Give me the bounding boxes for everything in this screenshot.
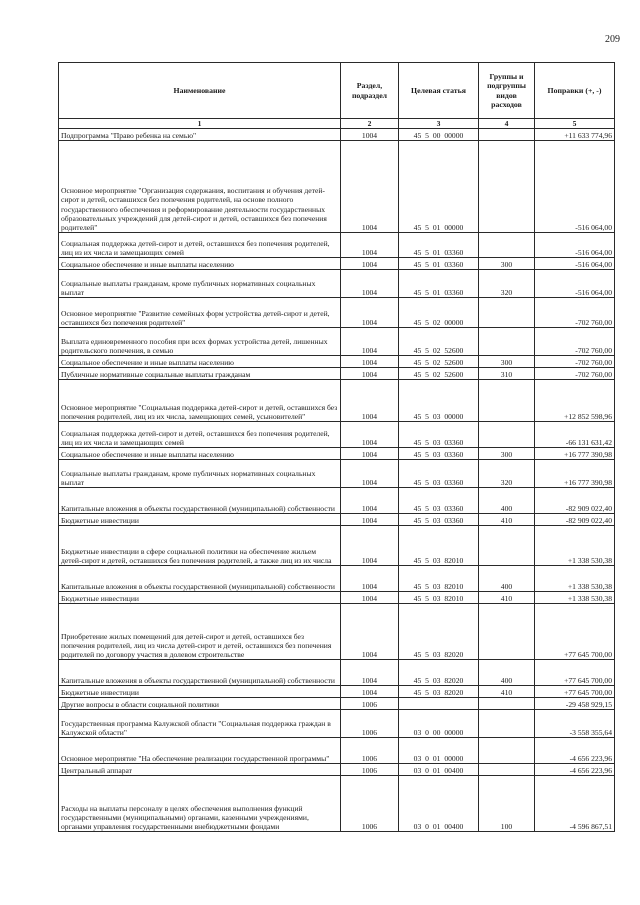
row-name: Капитальные вложения в объекты государственной (муниципальной) собственности [59, 488, 341, 514]
row-amount: +11 633 774,96 [535, 129, 615, 141]
row-group: 400 [479, 488, 535, 514]
row-amount: +1 338 530,38 [535, 526, 615, 566]
row-group: 410 [479, 514, 535, 526]
row-name: Бюджетные инвестиции [59, 514, 341, 526]
row-section: 1004 [341, 422, 399, 448]
row-section: 1004 [341, 328, 399, 356]
row-section: 1004 [341, 592, 399, 604]
table-row [59, 141, 615, 233]
row-target: 45 5 03 00000 [399, 380, 479, 422]
row-target: 45 5 02 00000 [399, 298, 479, 328]
row-section: 1006 [341, 710, 399, 738]
row-target: 45 5 03 82010 [399, 526, 479, 566]
row-group: 300 [479, 448, 535, 460]
row-group [479, 380, 535, 422]
row-target: 45 5 01 03360 [399, 270, 479, 298]
row-name: Основное мероприятие "Организация содержания, воспитания и обучения детей-сирот и детей, оставшихся без попечения родителей, на основе полного государственного обеспечения и реформирование деятельности государственных образовательных учреждений для детей-сирот и детей, оставшихся без попечения родителей" [59, 141, 341, 233]
row-section: 1006 [341, 764, 399, 776]
table-row [59, 738, 615, 764]
table-row [59, 592, 615, 604]
row-amount: -702 760,00 [535, 298, 615, 328]
row-group [479, 129, 535, 141]
table-row [59, 270, 615, 298]
row-target: 45 5 01 03360 [399, 233, 479, 258]
column-number: 5 [535, 119, 615, 129]
row-target: 03 0 00 00000 [399, 710, 479, 738]
row-target: 45 5 03 03360 [399, 488, 479, 514]
budget-amendments-table [58, 62, 615, 832]
row-section: 1004 [341, 604, 399, 660]
table-row [59, 604, 615, 660]
row-section: 1004 [341, 686, 399, 698]
row-group: 410 [479, 592, 535, 604]
table-row [59, 233, 615, 258]
table-row [59, 460, 615, 488]
row-amount: +16 777 390,98 [535, 460, 615, 488]
row-group [479, 298, 535, 328]
table-row [59, 698, 615, 710]
row-group [479, 233, 535, 258]
table-row [59, 380, 615, 422]
row-amount: +77 645 700,00 [535, 604, 615, 660]
row-section: 1004 [341, 270, 399, 298]
row-amount: +1 338 530,38 [535, 592, 615, 604]
row-target: 45 5 01 00000 [399, 141, 479, 233]
row-section: 1004 [341, 526, 399, 566]
table-row [59, 488, 615, 514]
row-target: 45 5 02 52600 [399, 368, 479, 380]
column-number: 2 [341, 119, 399, 129]
row-section: 1004 [341, 660, 399, 686]
row-name: Бюджетные инвестиции [59, 592, 341, 604]
table-row [59, 776, 615, 832]
row-section: 1004 [341, 448, 399, 460]
table-row [59, 422, 615, 448]
row-section: 1006 [341, 776, 399, 832]
row-amount: -516 064,00 [535, 258, 615, 270]
row-name: Социальная поддержка детей-сирот и детей, оставшихся без попечения родителей, лиц из их числа и замещающих семей [59, 233, 341, 258]
row-section: 1004 [341, 258, 399, 270]
page-number: 209 [605, 34, 620, 45]
table-row [59, 710, 615, 738]
table-row [59, 328, 615, 356]
row-target: 45 5 01 03360 [399, 258, 479, 270]
row-amount: +12 852 598,96 [535, 380, 615, 422]
row-group: 300 [479, 258, 535, 270]
row-target: 45 5 03 82020 [399, 604, 479, 660]
row-name: Капитальные вложения в объекты государственной (муниципальной) собственности [59, 566, 341, 592]
row-amount: -4 656 223,96 [535, 764, 615, 776]
row-amount: +77 645 700,00 [535, 660, 615, 686]
header-name: Наименование [59, 63, 341, 119]
row-group: 300 [479, 356, 535, 368]
row-section: 1004 [341, 566, 399, 592]
row-group: 100 [479, 776, 535, 832]
row-target: 45 5 03 82010 [399, 592, 479, 604]
row-amount: -82 909 022,40 [535, 514, 615, 526]
row-target: 03 0 01 00400 [399, 776, 479, 832]
row-group: 400 [479, 566, 535, 592]
row-group [479, 738, 535, 764]
row-group: 400 [479, 660, 535, 686]
row-group [479, 764, 535, 776]
row-name: Центральный аппарат [59, 764, 341, 776]
row-amount: +1 338 530,38 [535, 566, 615, 592]
table-row [59, 298, 615, 328]
header-row [59, 63, 615, 119]
column-number-row [59, 119, 615, 129]
row-section: 1004 [341, 488, 399, 514]
row-amount: +77 645 700,00 [535, 686, 615, 698]
row-target: 45 5 03 03360 [399, 422, 479, 448]
row-amount: -702 760,00 [535, 356, 615, 368]
row-name: Государственная программа Калужской области "Социальная поддержка граждан в Калужской области" [59, 710, 341, 738]
row-group [479, 710, 535, 738]
row-group [479, 422, 535, 448]
row-group: 320 [479, 270, 535, 298]
row-amount: -516 064,00 [535, 233, 615, 258]
table-row [59, 129, 615, 141]
row-group [479, 526, 535, 566]
row-amount: -4 596 867,51 [535, 776, 615, 832]
row-name: Социальное обеспечение и иные выплаты населению [59, 448, 341, 460]
row-target: 45 5 03 03360 [399, 514, 479, 526]
row-amount: -82 909 022,40 [535, 488, 615, 514]
row-amount: -702 760,00 [535, 328, 615, 356]
row-section: 1004 [341, 233, 399, 258]
row-target: 45 5 02 52600 [399, 328, 479, 356]
row-amount: -29 458 929,15 [535, 698, 615, 710]
row-target [399, 698, 479, 710]
column-number: 1 [59, 119, 341, 129]
row-amount: -702 760,00 [535, 368, 615, 380]
row-amount: -4 656 223,96 [535, 738, 615, 764]
row-target: 45 5 03 82020 [399, 686, 479, 698]
table-row [59, 258, 615, 270]
row-name: Бюджетные инвестиции [59, 686, 341, 698]
row-section: 1004 [341, 141, 399, 233]
row-name: Социальное обеспечение и иные выплаты населению [59, 356, 341, 368]
row-name: Подпрограмма "Право ребенка на семью" [59, 129, 341, 141]
row-section: 1004 [341, 514, 399, 526]
row-name: Расходы на выплаты персоналу в целях обеспечения выполнения функций государственными (муниципальными) органами, казенными учреждениями, органами управления государственными внебюджетными фондами [59, 776, 341, 832]
row-target: 03 0 01 00400 [399, 764, 479, 776]
row-amount: -3 558 355,64 [535, 710, 615, 738]
header-target: Целевая статья [399, 63, 479, 119]
row-name: Капитальные вложения в объекты государственной (муниципальной) собственности [59, 660, 341, 686]
row-name: Социальная поддержка детей-сирот и детей, оставшихся без попечения родителей, лиц из их числа и замещающих семей [59, 422, 341, 448]
column-number: 3 [399, 119, 479, 129]
row-section: 1004 [341, 356, 399, 368]
table-row [59, 514, 615, 526]
row-name: Основное мероприятие "На обеспечение реализации государственной программы" [59, 738, 341, 764]
row-group: 320 [479, 460, 535, 488]
row-name: Другие вопросы в области социальной политики [59, 698, 341, 710]
row-group: 310 [479, 368, 535, 380]
row-section: 1004 [341, 460, 399, 488]
table-row [59, 660, 615, 686]
header-amendment: Поправки (+, -) [535, 63, 615, 119]
row-section: 1004 [341, 368, 399, 380]
row-name: Социальные выплаты гражданам, кроме публичных нормативных социальных выплат [59, 270, 341, 298]
row-section: 1006 [341, 698, 399, 710]
row-target: 45 5 02 52600 [399, 356, 479, 368]
row-name: Бюджетные инвестиции в сфере социальной политики на обеспечение жильем детей-сирот и детей, оставшихся без попечения родителей, а также лиц из их числа [59, 526, 341, 566]
row-amount: -66 131 631,42 [535, 422, 615, 448]
header-group: Группы и подгруппы видов расходов [479, 63, 535, 119]
row-group [479, 328, 535, 356]
row-group [479, 604, 535, 660]
row-name: Социальные выплаты гражданам, кроме публичных нормативных социальных выплат [59, 460, 341, 488]
row-section: 1004 [341, 129, 399, 141]
column-number: 4 [479, 119, 535, 129]
row-section: 1006 [341, 738, 399, 764]
table-row [59, 448, 615, 460]
row-name: Приобретение жилых помещений для детей-сирот и детей, оставшихся без попечения родителей, лиц из числа детей-сирот и детей, оставшихся без попечения родителей по договору участия в долевом строительстве [59, 604, 341, 660]
row-name: Основное мероприятие "Социальная поддержка детей-сирот и детей, оставшихся без попечения родителей, лиц из их числа, замещающих семей, усыновителей" [59, 380, 341, 422]
table-row [59, 686, 615, 698]
table-row [59, 526, 615, 566]
row-target: 45 5 00 00000 [399, 129, 479, 141]
row-group [479, 141, 535, 233]
header-section: Раздел, подраздел [341, 63, 399, 119]
row-target: 45 5 03 03360 [399, 460, 479, 488]
row-section: 1004 [341, 298, 399, 328]
row-name: Выплата единовременного пособия при всех формах устройства детей, лишенных родительского попечения, в семью [59, 328, 341, 356]
row-amount: +16 777 390,98 [535, 448, 615, 460]
table-row [59, 566, 615, 592]
table-row [59, 764, 615, 776]
table-row [59, 368, 615, 380]
row-target: 03 0 01 00000 [399, 738, 479, 764]
row-amount: -516 064,00 [535, 270, 615, 298]
row-group: 410 [479, 686, 535, 698]
row-amount: -516 064,00 [535, 141, 615, 233]
row-section: 1004 [341, 380, 399, 422]
row-target: 45 5 03 82020 [399, 660, 479, 686]
row-name: Основное мероприятие "Развитие семейных форм устройства детей-сирот и детей, оставшихся без попечения родителей" [59, 298, 341, 328]
row-target: 45 5 03 82010 [399, 566, 479, 592]
row-group [479, 698, 535, 710]
row-name: Социальное обеспечение и иные выплаты населению [59, 258, 341, 270]
table-row [59, 356, 615, 368]
row-target: 45 5 03 03360 [399, 448, 479, 460]
row-name: Публичные нормативные социальные выплаты гражданам [59, 368, 341, 380]
